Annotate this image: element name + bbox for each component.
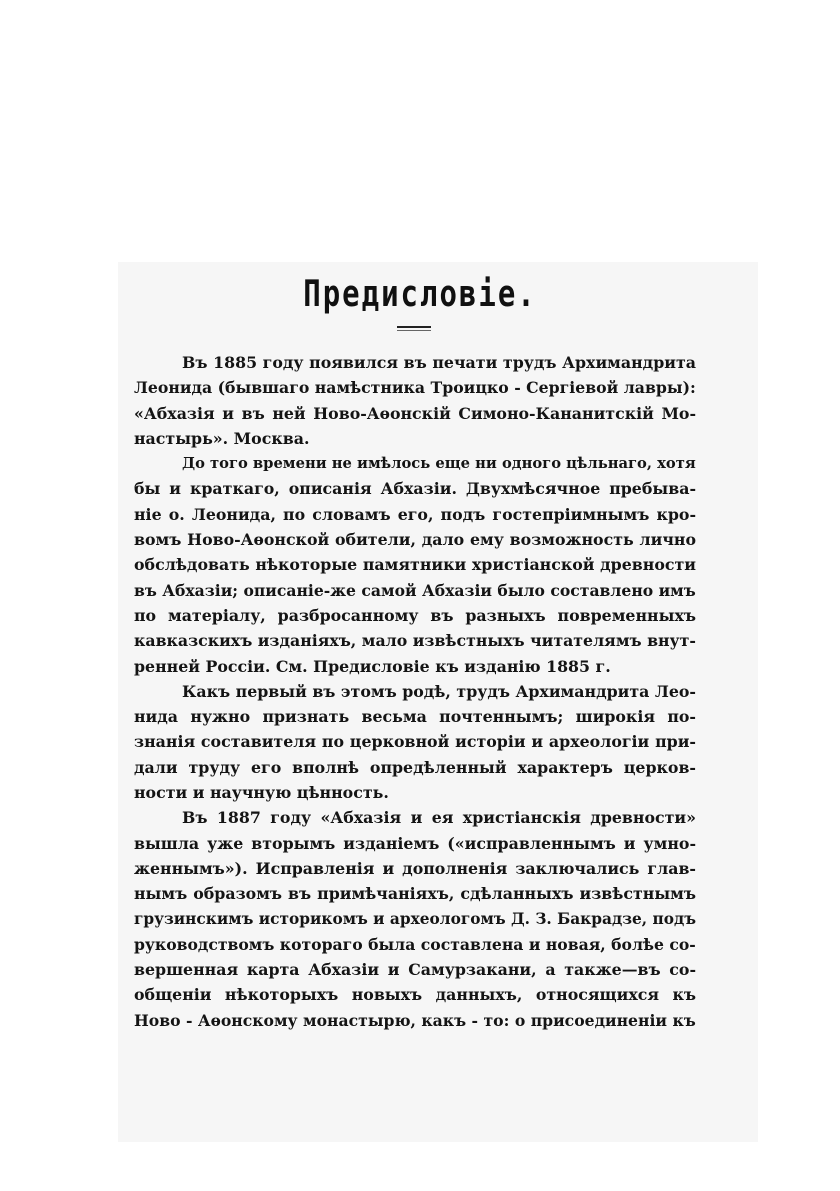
text-line: ности и научную цѣнность. [134, 783, 389, 803]
text-line: женнымъ»). Исправленія и дополненія заключались глав- [134, 858, 696, 878]
text-line: общеніи нѣкоторыхъ новыхъ данныхъ, относящихся къ [134, 985, 697, 1005]
text-line: по матеріалу, разбросанному въ разныхъ повременныхъ [134, 605, 696, 625]
document-body [134, 350, 696, 1033]
text-line: Въ 1887 году «Абхазія и ея христіанскія древности» [182, 808, 696, 828]
text-line: «Абхазія и въ ней Ново-Аѳонскій Симоно-Кананитскій Мо- [134, 403, 697, 423]
text-line: До того времени не имѣлось еще ни одного цѣльнаго, хотя [182, 455, 696, 473]
text-line: вомъ Ново-Аѳонской обители, дало ему возможность лично [134, 530, 697, 550]
text-line: грузинскимъ историкомъ и археологомъ Д. З. Бакрадзе, подъ [134, 909, 696, 928]
text-line: знанія составителя по церковной исторіи и археологіи при- [134, 732, 696, 752]
text-line: кавказскихъ изданіяхъ, мало извѣстныхъ читателямъ внут- [134, 631, 696, 651]
title-divider [397, 326, 431, 328]
text-line: руководствомъ котораго была составлена и новая, болѣе со- [134, 934, 696, 954]
text-line: Въ 1885 году появился въ печати трудъ Архимандрита [182, 353, 696, 372]
text-line: бы и краткаго, описанія Абхазіи. Двухмѣсячное пребыва- [134, 479, 696, 499]
paragraph-4 [134, 805, 696, 1033]
text-line: нида нужно признать весьма почтеннымъ; широкія по- [134, 707, 696, 727]
text-line: Какъ первый въ этомъ родѣ, трудъ Архимандрита Лео- [182, 681, 696, 701]
page-title: Предисловіе. [303, 272, 537, 315]
text-line: Леонида (бывшаго намѣстника Троицко - Сергіевой лавры): [134, 378, 696, 398]
paragraph-3 [134, 679, 696, 805]
text-line: вершенная карта Абхазіи и Самурзакани, а также—въ со- [134, 960, 697, 980]
paragraph-2 [134, 451, 696, 679]
text-line: въ Абхазіи; описаніе-же самой Абхазіи было составлено имъ [134, 580, 696, 600]
paragraph-1 [134, 350, 696, 451]
text-line: Ново - Аѳонскому монастырю, какъ - то: о присоединеніи къ [134, 1010, 696, 1030]
text-line: ренней Россіи. См. Предисловіе къ изданію 1885 г. [134, 656, 611, 676]
text-line: нымъ образомъ въ примѣчаніяхъ, сдѣланныхъ извѣстнымъ [134, 884, 697, 904]
text-line: дали труду его вполнѣ опредѣленный характеръ церков- [134, 757, 696, 777]
text-line: ніе о. Леонида, по словамъ его, подъ гостепріимнымъ кро- [134, 504, 697, 524]
text-line: вышла уже вторымъ изданіемъ («исправленнымъ и умно- [134, 833, 697, 853]
text-line: обслѣдовать нѣкоторые памятники христіанской древности [134, 555, 696, 575]
text-line: настырь». Москва. [134, 428, 310, 448]
